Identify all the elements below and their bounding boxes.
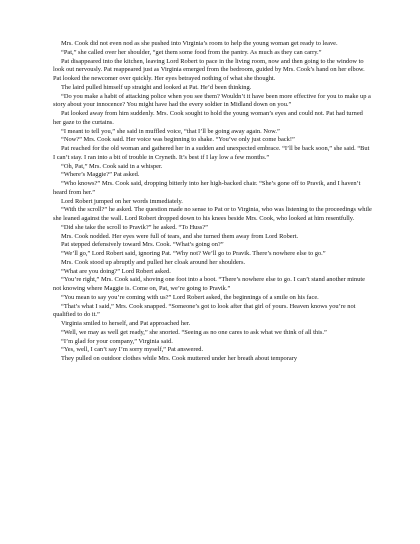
paragraph: “Now?” Mrs. Cook said. Her voice was beginning to shake. “You’ve only just come back!” (61, 136, 295, 144)
paragraph: “I meant to tell you,” she said in muffled voice, “that I’ll be going away again. Now.” (61, 127, 280, 135)
paragraph: Mrs. Cook stood up abruptly and pulled her cloak around her shoulders. (61, 258, 246, 266)
paragraph: The laird pulled himself up straight and looked at Pat. He’d been thinking. (61, 83, 252, 91)
paragraph: Lord Robert jumped on her words immediately. (61, 197, 183, 205)
paragraph: Mrs. Cook nodded. Her eyes were full of tears, and she turned them away from Lord Robert. (61, 232, 299, 240)
paragraph: “We’ll go,” Lord Robert said, ignoring Pat. “Why not? We’ll go to Pravik. There’s nowhere else to go.” (61, 250, 326, 257)
paragraph: Pat stepped defensively toward Mrs. Cook. “What’s going on?” (61, 241, 224, 249)
paragraph: “You’re right,” Mrs. Cook said, shoving one foot into a boot. “There’s nowhere else to go. I can’t stand another minute not knowing where Maggie is. Come on, Pat, we’re going to Pravik.” (53, 276, 365, 292)
paragraph: Virginia smiled to herself, and Pat approached her. (61, 320, 191, 327)
paragraph: “Did she take the scroll to Pravik?” he asked. “To Huss?” (61, 223, 209, 231)
paragraph: “With the scroll?” he asked. The question made no sense to Pat or to Virginia, who was listening to the proceedings while she leaned against the wall. Lord Robert dropped down to his knees beside Mrs. Cook, who looked at him resentfully. (53, 206, 372, 222)
paragraph: Mrs. Cook did not even nod as she pushed into Virginia’s room to help the young woman get ready to leave. (61, 40, 338, 47)
document-page (53, 40, 372, 364)
paragraph: “Who knows?” Mrs. Cook said, dropping bitterly into her high-backed chair. “She’s gone off to Pravik, and I haven’t heard from her.” (53, 180, 361, 196)
paragraph: “You mean to say you’re coming with us?” Lord Robert asked, the beginnings of a smile on his face. (61, 293, 319, 301)
paragraph: “Oh, Pat,” Mrs. Cook said in a whisper. (61, 162, 163, 170)
paragraph: Pat reached for the old woman and gathered her in a sudden and unexpected embrace. “I’ll be back soon,” she said. “But I can’t stay. I ran into a bit of trouble in Cryneth. It’s best if I lay low a few months.” (53, 145, 370, 161)
paragraph: Pat looked away from him suddenly. Mrs. Cook sought to hold the young woman’s eyes and could not. Pat had turned her gaze to the curtains. (53, 110, 363, 126)
paragraph: “What are you doing?” Lord Robert asked. (61, 267, 171, 275)
paragraph: “Well, we may as well get ready,” she snorted. “Seeing as no one cares to ask what we think of all this.” (61, 328, 327, 336)
paragraph: “I’m glad for your company,” Virginia said. (61, 337, 173, 345)
paragraph: “That’s what I said,” Mrs. Cook snapped. “Someone’s got to look after that girl of yours. Heaven knows you’re not qualified to do it.” (53, 302, 356, 319)
paragraph: “Where’s Maggie?” Pat asked. (61, 171, 140, 179)
paragraph: “Do you make a habit of attacking police when you see them? Wouldn’t it have been more effective for you to make up a story about your innocence? You might have had the every soldier in Midland down on you.” (53, 92, 371, 109)
paragraph: They pulled on outdoor clothes while Mrs. Cook muttered under her breath about temporary (61, 355, 298, 362)
paragraph: “Yes, well, I can’t say I’m sorry myself,” Pat answered. (61, 346, 204, 354)
paragraph: “Pat,” she called over her shoulder, “get them some food from the pantry. As much as they can carry.” (61, 48, 322, 56)
paragraph: Pat disappeared into the kitchen, leaving Lord Robert to pace in the living room, now and then going to the window to look out nervously. Pat reappeared just as Virginia emerged from the bedroom, guided by Mrs. Cook’s hand on her elbow. Pat looked the newcomer over quickly. Her eyes betrayed nothing of what she thought. (53, 57, 365, 82)
